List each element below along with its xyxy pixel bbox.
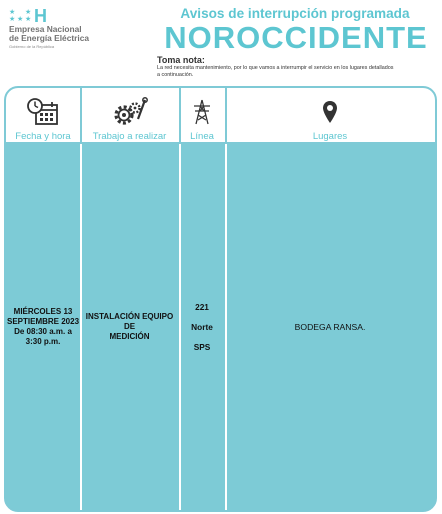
date-line: SEPTIEMBRE 2023 (6, 317, 80, 326)
date-line: MIÉRCOLES 13 (13, 307, 73, 316)
notice-title: Avisos de interrupción programada (180, 6, 410, 21)
enee-logo (9, 7, 119, 50)
line-number: 221 (195, 302, 209, 312)
company-name-line1: Empresa Nacional (9, 24, 82, 34)
cell-places (225, 144, 435, 510)
work-line: INSTALACIÓN EQUIPO DE (85, 312, 174, 331)
column-header-places (225, 88, 435, 142)
stars-icon: ★ ★ ★ ★ ★ (9, 8, 32, 23)
place-name: BODEGA RANSA. (294, 321, 366, 332)
outage-table (4, 86, 437, 512)
logo-letter: H (34, 6, 47, 26)
gears-wrench-icon (112, 96, 148, 128)
cell-line (179, 144, 225, 510)
column-header-line (179, 88, 225, 142)
table-row (6, 144, 435, 510)
line-code: SPS (193, 342, 211, 352)
calendar-clock-icon (26, 96, 60, 128)
time-line: De 08:30 a.m. a (14, 327, 72, 336)
column-label-date: Fecha y hora (15, 131, 71, 142)
cell-date-time (6, 144, 80, 510)
time-line: 3:30 p.m. (25, 337, 61, 346)
logo-mark (9, 7, 119, 25)
column-header-work (80, 88, 179, 142)
column-label-line: Línea (190, 131, 214, 142)
cell-work (80, 144, 179, 510)
column-label-places: Lugares (312, 131, 348, 142)
note-text: La red necesita mantenimiento, por lo que vamos a interrumpir el servicio en los lugares detallados a continuación. (157, 65, 394, 78)
location-pin-icon (322, 96, 338, 128)
power-tower-icon (193, 96, 211, 128)
line-direction: Norte (191, 322, 213, 332)
column-label-work: Trabajo a realizar (92, 131, 167, 142)
government-subtitle: Gobierno de la República (9, 44, 55, 49)
work-line: MEDICIÓN (109, 332, 150, 341)
column-header-date (6, 88, 80, 142)
note-title: Toma nota: (157, 55, 205, 65)
table-header (6, 88, 435, 144)
company-name-line2: de Energía Eléctrica (9, 33, 90, 43)
region-title: NOROCCIDENTE (164, 20, 428, 55)
